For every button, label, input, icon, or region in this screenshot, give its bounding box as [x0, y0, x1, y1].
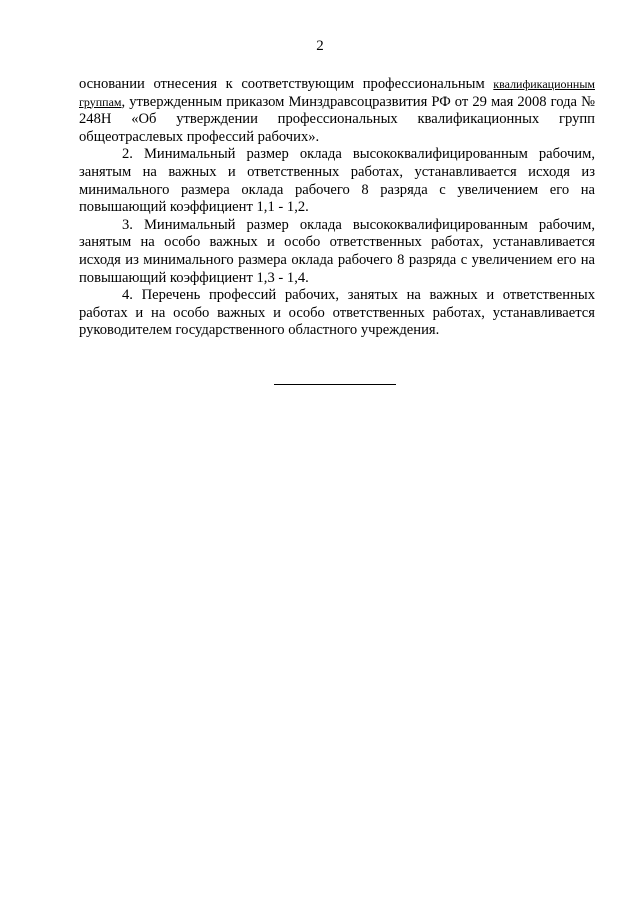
- paragraph-item-2: 2. Минимальный размер оклада высококвалифицированным рабочим, занятым на важных и ответственных работах, устанавливается исходя из минимального размера оклада рабочего 8 разряда с увеличением его на повышающий коэффициент 1,1 - 1,2.: [79, 146, 595, 216]
- paragraph-item-4: 4. Перечень профессий рабочих, занятых на важных и ответственных работах и на особо важных и особо ответственных работах, устанавливается руководителем государственного областного учреждения.: [79, 287, 595, 339]
- paragraph-1-text-after: , утвержденным приказом Минздравсоцразвития РФ от 29 мая 2008 года № 248Н «Об утверждении профессиональных квалификационных групп общеотраслевых профессий рабочих».: [79, 93, 595, 145]
- paragraph-1-underlined-text: квалификационным группам: [79, 77, 595, 109]
- paragraph-1-text-before: основании отнесения к соответствующим профессиональным: [79, 76, 494, 92]
- page-number: 2: [316, 38, 324, 54]
- paragraph-continuation: [79, 76, 595, 146]
- paragraph-item-3: 3. Минимальный размер оклада высококвалифицированным рабочим, занятым на особо важных и особо ответственных работах, устанавливается исходя из минимального размера оклада рабочего 8 разряда с увеличением его на повышающий коэффициент 1,3 - 1,4.: [79, 216, 595, 286]
- document-body: [79, 76, 595, 340]
- end-divider-line: [274, 384, 396, 385]
